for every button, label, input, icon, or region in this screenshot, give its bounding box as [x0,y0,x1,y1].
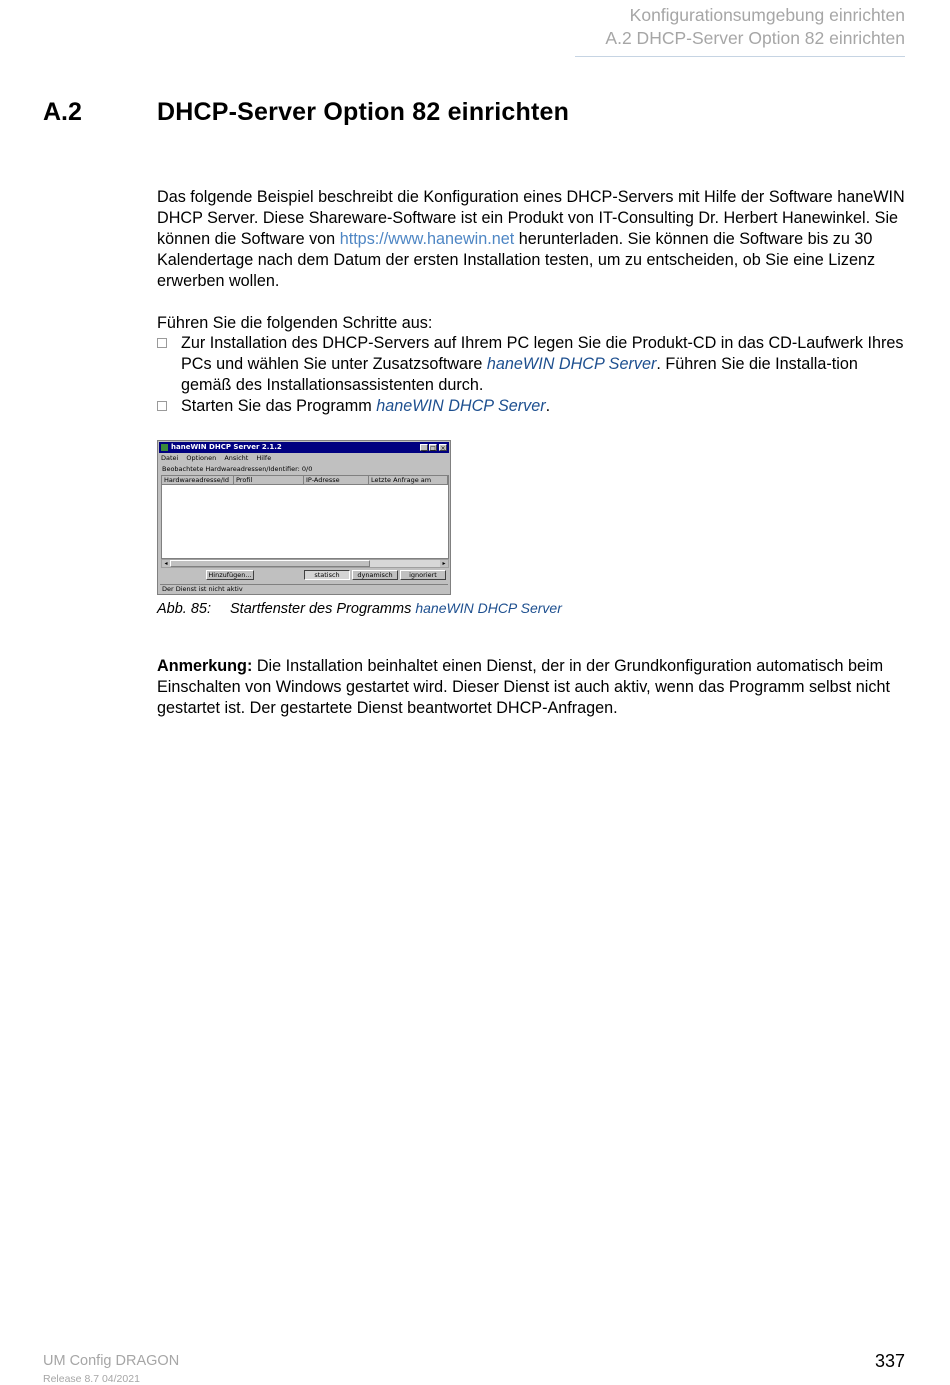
address-list [161,475,449,559]
figure-caption-text: Startfenster des Programms [230,601,416,617]
step2-program-name: haneWIN DHCP Server [376,397,546,415]
menu-hilfe: Hilfe [256,454,272,462]
step-item-1 [157,333,905,396]
note-paragraph [157,656,905,719]
column-header-ip: IP-Adresse [304,476,369,485]
close-icon: × [440,445,446,452]
step2-text-b: . [545,397,551,415]
menu-optionen: Optionen [186,454,217,462]
section-number: A.2 [43,98,82,126]
window-titlebar [159,442,449,453]
step1-text-b: . Führen Sie die Installa-tion gemäß des Installationsassistenten durch. [181,355,858,394]
window-statusbar: Der Dienst ist nicht aktiv [160,584,448,594]
window-menubar [161,454,277,463]
figure-program-name: haneWIN DHCP Server [415,600,562,616]
scroll-right-icon: ▸ [440,560,448,567]
scroll-left-icon: ◂ [162,560,170,567]
app-icon [161,444,168,451]
column-header-last-request: Letzte Anfrage am [369,476,448,485]
checkbox-bullet-icon [157,401,167,411]
hanewin-window-screenshot [157,440,451,595]
maximize-icon: □ [430,445,436,452]
running-header-chapter: Konfigurationsumgebung einrichten [629,5,905,25]
address-counter: Beobachtete Hardwareadressen/Identifier: 0/0 [162,465,313,473]
step2-text-a: Starten Sie das Programm [181,397,377,415]
menu-datei: Datei [161,454,179,462]
dynamic-button: dynamisch [352,570,398,580]
column-header-hardware: Hardwareadresse/Id [162,476,234,485]
step-item-2 [157,396,905,417]
intro-paragraph [157,187,905,292]
note-text: Die Installation beinhaltet einen Dienst, der in der Grundkonfiguration automatisch beim Einschalten von Windows gestartet wird. Dieser Dienst ist auch aktiv, wenn das Programm selbst nicht gestartet ist. Der gestartete Dienst beantwortet DHCP-Anfragen. [157,657,890,717]
steps-intro: Führen Sie die folgenden Schritte aus: [157,314,433,332]
figure-caption [157,598,562,619]
intro-text-a: Das folgende Beispiel beschreibt die Konfiguration eines DHCP-Servers mit Hilfe der Software haneWIN DHCP Server. Diese Shareware-Software ist ein Produkt von IT-Consulting Dr. Herbert Hanewinkel. Sie können die Software von [157,188,905,248]
minimize-icon: _ [420,444,428,451]
scroll-thumb [170,560,370,567]
note-label: Anmerkung: [157,657,253,675]
menu-ansicht: Ansicht [224,454,249,462]
static-button: statisch [304,570,350,580]
section-title: DHCP-Server Option 82 einrichten [157,98,570,126]
column-header-profil: Profil [234,476,304,485]
step1-text-a: Zur Installation des DHCP-Servers auf Ihrem PC legen Sie die Produkt-CD in das CD-Laufwerk Ihres PCs und wählen Sie unter Zusatzsoftware [181,334,904,373]
page-number: 337 [874,1351,905,1371]
footer-document-name: UM Config DRAGON [43,1353,180,1369]
ignored-button: ignoriert [400,570,446,580]
checkbox-bullet-icon [157,338,167,348]
step1-program-name: haneWIN DHCP Server [486,355,657,373]
header-divider [575,56,905,57]
horizontal-scrollbar [161,559,449,568]
intro-text-b: herunterladen. Sie können die Software bis zu 30 Kalendertage nach dem Datum der ersten Installation testen, um zu entscheiden, ob Sie eine Lizenz erwerben wollen. [157,230,876,290]
running-header-section: A.2 DHCP-Server Option 82 einrichten [605,28,905,48]
window-title: haneWIN DHCP Server 2.1.2 [171,443,282,451]
footer-release: Release 8.7 04/2021 [43,1373,140,1385]
hanewin-link[interactable]: https://www.hanewin.net [339,230,515,248]
figure-label: Abb. 85: [157,601,212,617]
add-button: Hinzufügen... [206,570,254,580]
